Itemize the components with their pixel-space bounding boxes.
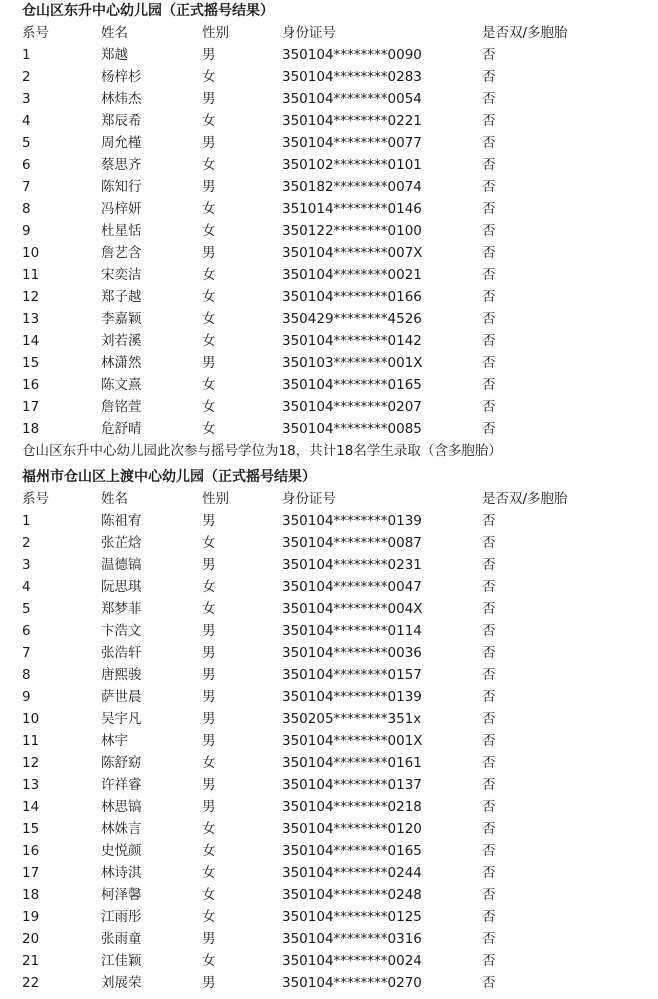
cell-name: 江雨彤 (101, 909, 142, 925)
cell-name: 许祥睿 (101, 777, 142, 793)
cell-no: 10 (22, 711, 40, 727)
cell-name: 吴宇凡 (101, 711, 142, 727)
cell-no: 12 (22, 755, 40, 771)
cell-id: 350104********0244 (282, 865, 422, 881)
cell-twin: 否 (482, 333, 496, 349)
cell-no: 16 (22, 377, 40, 393)
table-row (0, 510, 658, 532)
cell-no: 13 (22, 777, 40, 793)
cell-id: 350104********0024 (282, 953, 422, 969)
table-row (0, 132, 658, 154)
table-row (0, 576, 658, 598)
cell-id: 350104********0021 (282, 267, 422, 283)
cell-no: 9 (22, 223, 31, 239)
cell-name: 卞浩文 (101, 623, 142, 639)
cell-name: 刘展荣 (101, 975, 142, 991)
cell-twin: 否 (482, 931, 496, 947)
cell-no: 7 (22, 645, 31, 661)
section-title: 福州市仓山区上渡中心幼儿园（正式摇号结果） (22, 469, 316, 485)
cell-no: 9 (22, 689, 31, 705)
cell-name: 詹铭萱 (101, 399, 142, 415)
cell-gender: 男 (202, 47, 216, 63)
cell-id: 350104********0157 (282, 667, 422, 683)
cell-gender: 男 (202, 799, 216, 815)
cell-name: 冯梓妍 (101, 201, 142, 217)
cell-name: 郑越 (101, 47, 128, 63)
table-row (0, 242, 658, 264)
table-row (0, 554, 658, 576)
cell-twin: 否 (482, 377, 496, 393)
cell-no: 14 (22, 333, 40, 349)
cell-twin: 否 (482, 755, 496, 771)
cell-name: 郑辰希 (101, 113, 142, 129)
table-row (0, 176, 658, 198)
cell-name: 张雨童 (101, 931, 142, 947)
section-note: 仓山区东升中心幼儿园此次参与摇号学位为18，共计18名学生录取（含多胞胎） (22, 443, 502, 459)
cell-id: 350104********0166 (282, 289, 422, 305)
cell-id: 350104********0047 (282, 579, 422, 595)
cell-no: 17 (22, 399, 40, 415)
table-row (0, 598, 658, 620)
cell-name: 张芷焓 (101, 535, 142, 551)
table-row (0, 708, 658, 730)
cell-id: 350429********4526 (282, 311, 422, 327)
cell-id: 350104********0316 (282, 931, 422, 947)
cell-id: 350104********004X (282, 601, 423, 617)
table-row (0, 66, 658, 88)
cell-gender: 男 (202, 623, 216, 639)
cell-name: 史悦颜 (101, 843, 142, 859)
cell-no: 2 (22, 535, 31, 551)
cell-gender: 男 (202, 245, 216, 261)
table-row (0, 532, 658, 554)
header-id: 身份证号 (282, 25, 336, 41)
table-row (0, 220, 658, 242)
cell-id: 350122********0100 (282, 223, 422, 239)
cell-name: 陈祖宥 (101, 513, 142, 529)
cell-name: 郑子越 (101, 289, 142, 305)
cell-name: 柯泽馨 (101, 887, 142, 903)
cell-gender: 男 (202, 733, 216, 749)
cell-name: 詹艺含 (101, 245, 142, 261)
cell-twin: 否 (482, 513, 496, 529)
cell-id: 350104********001X (282, 733, 423, 749)
cell-no: 14 (22, 799, 40, 815)
cell-no: 5 (22, 601, 31, 617)
cell-id: 350104********0218 (282, 799, 422, 815)
cell-gender: 女 (202, 267, 216, 283)
cell-id: 350104********0077 (282, 135, 422, 151)
cell-no: 18 (22, 887, 40, 903)
cell-gender: 女 (202, 909, 216, 925)
table-row (0, 774, 658, 796)
cell-gender: 男 (202, 355, 216, 371)
cell-id: 350104********0125 (282, 909, 422, 925)
cell-name: 林思镐 (101, 799, 142, 815)
cell-name: 萨世晨 (101, 689, 142, 705)
cell-id: 350104********0165 (282, 843, 422, 859)
cell-twin: 否 (482, 579, 496, 595)
cell-twin: 否 (482, 311, 496, 327)
table-row (0, 664, 658, 686)
cell-twin: 否 (482, 909, 496, 925)
table-row (0, 840, 658, 862)
table-row (0, 906, 658, 928)
cell-id: 351014********0146 (282, 201, 422, 217)
cell-id: 350104********0270 (282, 975, 422, 991)
table-header (0, 22, 658, 44)
cell-gender: 女 (202, 113, 216, 129)
cell-name: 周允槿 (101, 135, 142, 151)
cell-no: 3 (22, 557, 31, 573)
cell-id: 350104********0087 (282, 535, 422, 551)
cell-name: 宋奕洁 (101, 267, 142, 283)
cell-id: 350104********0139 (282, 513, 422, 529)
cell-no: 15 (22, 355, 40, 371)
cell-gender: 男 (202, 179, 216, 195)
cell-twin: 否 (482, 245, 496, 261)
cell-twin: 否 (482, 267, 496, 283)
cell-name: 陈舒窈 (101, 755, 142, 771)
table-row (0, 884, 658, 906)
cell-id: 350104********0283 (282, 69, 422, 85)
cell-twin: 否 (482, 777, 496, 793)
cell-twin: 否 (482, 645, 496, 661)
cell-gender: 男 (202, 645, 216, 661)
table-row (0, 686, 658, 708)
cell-twin: 否 (482, 865, 496, 881)
cell-twin: 否 (482, 69, 496, 85)
cell-gender: 男 (202, 135, 216, 151)
table-row (0, 110, 658, 132)
cell-id: 350104********0139 (282, 689, 422, 705)
table-row (0, 198, 658, 220)
cell-twin: 否 (482, 975, 496, 991)
table-row (0, 752, 658, 774)
cell-no: 15 (22, 821, 40, 837)
cell-twin: 否 (482, 953, 496, 969)
cell-name: 危舒晴 (101, 421, 142, 437)
cell-name: 林姝言 (101, 821, 142, 837)
cell-name: 陈文熹 (101, 377, 142, 393)
cell-gender: 女 (202, 421, 216, 437)
table-row (0, 44, 658, 66)
section-title: 仓山区东升中心幼儿园（正式摇号结果） (22, 3, 274, 19)
table-row (0, 264, 658, 286)
cell-twin: 否 (482, 601, 496, 617)
cell-twin: 否 (482, 689, 496, 705)
cell-gender: 女 (202, 865, 216, 881)
header-gender: 性别 (202, 491, 229, 507)
header-no: 系号 (22, 25, 49, 41)
cell-gender: 女 (202, 201, 216, 217)
cell-twin: 否 (482, 843, 496, 859)
cell-gender: 女 (202, 821, 216, 837)
cell-id: 350104********0036 (282, 645, 422, 661)
cell-gender: 女 (202, 953, 216, 969)
cell-gender: 女 (202, 289, 216, 305)
cell-gender: 男 (202, 513, 216, 529)
cell-no: 16 (22, 843, 40, 859)
cell-name: 杜星恬 (101, 223, 142, 239)
cell-id: 350104********0090 (282, 47, 422, 63)
cell-no: 11 (22, 733, 40, 749)
cell-twin: 否 (482, 289, 496, 305)
cell-no: 1 (22, 513, 31, 529)
cell-gender: 女 (202, 69, 216, 85)
cell-id: 350104********0120 (282, 821, 422, 837)
cell-name: 蔡思齐 (101, 157, 142, 173)
cell-gender: 女 (202, 223, 216, 239)
cell-name: 林炜杰 (101, 91, 142, 107)
table-row (0, 972, 658, 994)
cell-id: 350104********007X (282, 245, 423, 261)
table-row (0, 330, 658, 352)
cell-twin: 否 (482, 799, 496, 815)
cell-no: 4 (22, 113, 31, 129)
cell-gender: 女 (202, 157, 216, 173)
table-row (0, 620, 658, 642)
header-name: 姓名 (101, 491, 128, 507)
table-row (0, 730, 658, 752)
cell-id: 350104********0142 (282, 333, 422, 349)
cell-name: 阮思琪 (101, 579, 142, 595)
table-row (0, 418, 658, 440)
cell-twin: 否 (482, 399, 496, 415)
cell-id: 350104********0161 (282, 755, 422, 771)
cell-twin: 否 (482, 667, 496, 683)
cell-no: 12 (22, 289, 40, 305)
cell-gender: 女 (202, 333, 216, 349)
cell-id: 350102********0101 (282, 157, 422, 173)
cell-id: 350104********0248 (282, 887, 422, 903)
cell-name: 刘若溪 (101, 333, 142, 349)
cell-no: 13 (22, 311, 40, 327)
table-row (0, 88, 658, 110)
cell-id: 350104********0221 (282, 113, 422, 129)
cell-twin: 否 (482, 47, 496, 63)
cell-name: 林宇 (101, 733, 128, 749)
cell-no: 10 (22, 245, 40, 261)
cell-gender: 女 (202, 843, 216, 859)
cell-twin: 否 (482, 201, 496, 217)
cell-gender: 女 (202, 579, 216, 595)
cell-gender: 男 (202, 711, 216, 727)
cell-gender: 女 (202, 399, 216, 415)
cell-no: 18 (22, 421, 40, 437)
table-row (0, 928, 658, 950)
cell-id: 350104********0054 (282, 91, 422, 107)
cell-no: 5 (22, 135, 31, 151)
cell-name: 江佳颖 (101, 953, 142, 969)
cell-gender: 女 (202, 601, 216, 617)
cell-id: 350104********0207 (282, 399, 422, 415)
cell-gender: 男 (202, 689, 216, 705)
cell-twin: 否 (482, 887, 496, 903)
cell-gender: 女 (202, 535, 216, 551)
table-header (0, 488, 658, 510)
cell-twin: 否 (482, 421, 496, 437)
cell-id: 350103********001X (282, 355, 423, 371)
cell-id: 350205********351x (282, 711, 422, 727)
cell-twin: 否 (482, 223, 496, 239)
cell-twin: 否 (482, 179, 496, 195)
table-row (0, 352, 658, 374)
cell-twin: 否 (482, 91, 496, 107)
cell-gender: 男 (202, 975, 216, 991)
cell-no: 3 (22, 91, 31, 107)
table-row (0, 950, 658, 972)
header-id: 身份证号 (282, 491, 336, 507)
cell-id: 350104********0231 (282, 557, 422, 573)
cell-no: 20 (22, 931, 40, 947)
header-no: 系号 (22, 491, 49, 507)
cell-gender: 男 (202, 777, 216, 793)
cell-twin: 否 (482, 355, 496, 371)
table-row (0, 286, 658, 308)
cell-twin: 否 (482, 711, 496, 727)
table-row (0, 374, 658, 396)
cell-name: 林诗淇 (101, 865, 142, 881)
cell-no: 4 (22, 579, 31, 595)
cell-name: 陈知行 (101, 179, 142, 195)
table-row (0, 642, 658, 664)
cell-no: 2 (22, 69, 31, 85)
header-twin: 是否双/多胞胎 (482, 25, 568, 41)
cell-gender: 男 (202, 91, 216, 107)
header-name: 姓名 (101, 25, 128, 41)
table-row (0, 154, 658, 176)
cell-twin: 否 (482, 535, 496, 551)
cell-name: 杨梓杉 (101, 69, 142, 85)
cell-id: 350104********0165 (282, 377, 422, 393)
table-row (0, 796, 658, 818)
cell-no: 7 (22, 179, 31, 195)
cell-id: 350104********0085 (282, 421, 422, 437)
cell-no: 8 (22, 201, 31, 217)
cell-no: 22 (22, 975, 40, 991)
cell-gender: 女 (202, 887, 216, 903)
cell-id: 350104********0114 (282, 623, 422, 639)
table-row (0, 396, 658, 418)
cell-no: 17 (22, 865, 40, 881)
cell-twin: 否 (482, 623, 496, 639)
table-row (0, 818, 658, 840)
table-row (0, 862, 658, 884)
header-twin: 是否双/多胞胎 (482, 491, 568, 507)
cell-id: 350104********0137 (282, 777, 422, 793)
cell-gender: 男 (202, 931, 216, 947)
cell-name: 李嘉颖 (101, 311, 142, 327)
cell-no: 6 (22, 157, 31, 173)
cell-gender: 女 (202, 755, 216, 771)
cell-name: 温德镐 (101, 557, 142, 573)
cell-no: 1 (22, 47, 31, 63)
cell-twin: 否 (482, 113, 496, 129)
cell-twin: 否 (482, 733, 496, 749)
cell-gender: 男 (202, 557, 216, 573)
cell-name: 张浩轩 (101, 645, 142, 661)
cell-id: 350182********0074 (282, 179, 422, 195)
cell-gender: 女 (202, 311, 216, 327)
cell-name: 郑梦菲 (101, 601, 142, 617)
cell-twin: 否 (482, 557, 496, 573)
cell-name: 林潇然 (101, 355, 142, 371)
header-gender: 性别 (202, 25, 229, 41)
cell-gender: 女 (202, 377, 216, 393)
cell-no: 19 (22, 909, 40, 925)
cell-no: 6 (22, 623, 31, 639)
cell-no: 21 (22, 953, 40, 969)
cell-name: 唐熙骏 (101, 667, 142, 683)
cell-no: 8 (22, 667, 31, 683)
cell-twin: 否 (482, 821, 496, 837)
cell-no: 11 (22, 267, 40, 283)
cell-twin: 否 (482, 135, 496, 151)
cell-gender: 男 (202, 667, 216, 683)
cell-twin: 否 (482, 157, 496, 173)
table-row (0, 308, 658, 330)
